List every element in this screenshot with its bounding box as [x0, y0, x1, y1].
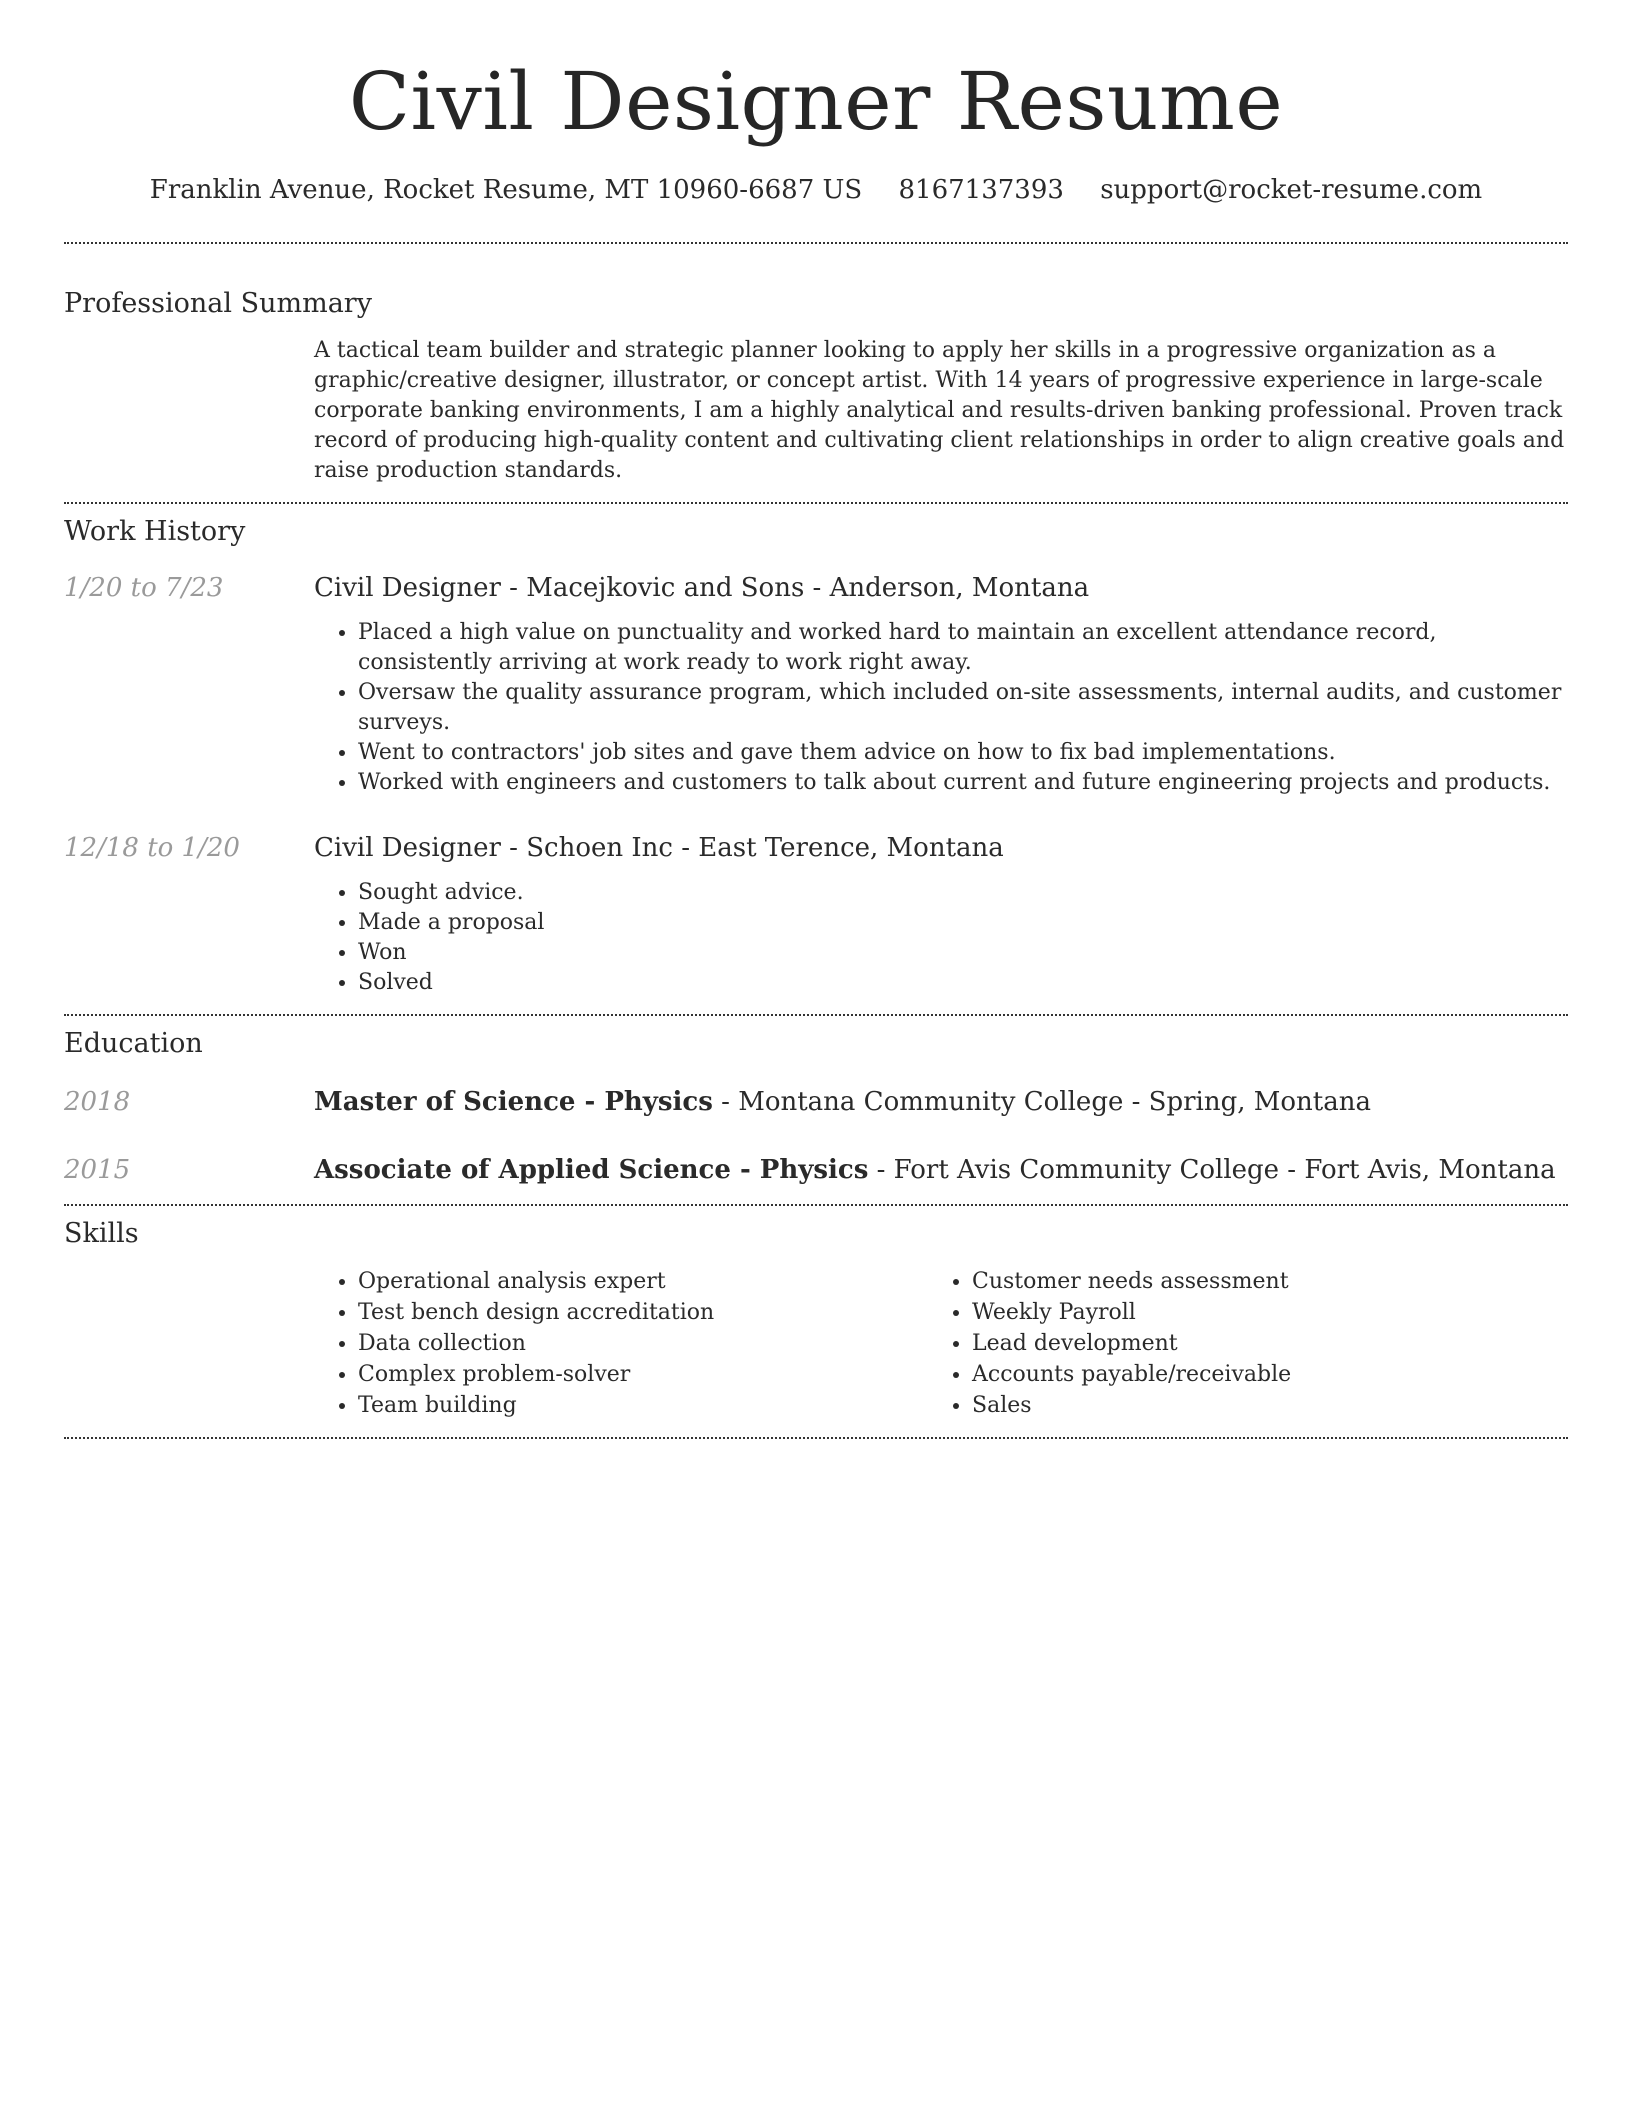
job-entry [64, 830, 1568, 998]
summary-content [314, 336, 1568, 486]
summary-text: A tactical team builder and strategic planner looking to apply her skills in a progressive organization as a graphic/creative designer, illustrator, or concept artist. With 14 years of progressive experience in large-scale corporate banking environments, I am a highly analytical and results-driven banking professional. Proven track record of producing high-quality content and cultivating client relationships in order to align creative goals and raise production standards. [314, 338, 1565, 483]
list-item: • Test bench design accreditation [358, 1297, 928, 1328]
skills-list-left [314, 1266, 928, 1421]
job-bullets [314, 878, 1568, 998]
job-company: - Schoen Inc - East Terence, Montana [500, 833, 1004, 863]
resume-title: Civil Designer Resume [348, 55, 1284, 148]
list-item: • Oversaw the quality assurance program, which included on-site assessments, internal audits, and customer surveys. [358, 678, 1568, 738]
education-school: - Fort Avis Community College - Fort Avis, Montana [868, 1155, 1556, 1185]
list-item: • Complex problem-solver [358, 1359, 928, 1390]
education-section [64, 1026, 1568, 1188]
list-item: • Sought advice. [358, 878, 1568, 908]
summary-section [64, 286, 1568, 486]
contact-phone: 8167137393 [898, 175, 1064, 205]
work-heading: Work History [64, 516, 246, 547]
work-section [64, 514, 1568, 998]
job-dates: 1/20 to 7/23 [64, 573, 224, 603]
divider [64, 242, 1568, 244]
contact-line [64, 172, 1568, 208]
job-heading [314, 570, 1568, 606]
list-item: • Won [358, 938, 1568, 968]
skills-section [64, 1216, 1568, 1421]
contact-address: Franklin Avenue, Rocket Resume, MT 10960-6687 US [149, 175, 863, 205]
skills-grid [314, 1266, 1568, 1421]
list-item: • Weekly Payroll [972, 1297, 1542, 1328]
education-year: 2015 [64, 1155, 131, 1185]
education-entry [64, 1084, 1568, 1120]
divider [64, 1437, 1568, 1439]
education-school: - Montana Community College - Spring, Montana [712, 1087, 1371, 1117]
education-year: 2018 [64, 1087, 131, 1117]
list-item: • Lead development [972, 1328, 1542, 1359]
job-content [314, 570, 1568, 798]
list-item: • Team building [358, 1390, 928, 1421]
job-title: Civil Designer [314, 833, 501, 863]
list-item: • Went to contractors' job sites and gave them advice on how to fix bad implementations. [358, 738, 1568, 768]
job-title: Civil Designer [314, 573, 501, 603]
education-degree: Master of Science - Physics [314, 1087, 713, 1117]
education-heading: Education [64, 1028, 203, 1059]
divider [64, 502, 1568, 504]
job-content [314, 830, 1568, 998]
list-item: • Placed a high value on punctuality and worked hard to maintain an excellent attendance record, consistently arriving at work ready to work right away. [358, 618, 1568, 678]
education-content [314, 1084, 1568, 1120]
list-item: • Solved [358, 968, 1568, 998]
list-item: • Worked with engineers and customers to talk about current and future engineering projects and products. [358, 768, 1568, 798]
list-item: • Data collection [358, 1328, 928, 1359]
education-entry [64, 1152, 1568, 1188]
divider [64, 1014, 1568, 1016]
job-dates: 12/18 to 1/20 [64, 833, 240, 863]
summary-row [64, 336, 1568, 486]
resume-page [64, 0, 1568, 1439]
list-item: • Made a proposal [358, 908, 1568, 938]
contact-email: support@rocket-resume.com [1100, 175, 1483, 205]
summary-heading: Professional Summary [64, 288, 372, 319]
skills-list-right [928, 1266, 1542, 1421]
education-degree: Associate of Applied Science - Physics [314, 1155, 869, 1185]
list-item: • Operational analysis expert [358, 1266, 928, 1297]
divider [64, 1204, 1568, 1206]
skills-heading: Skills [64, 1218, 139, 1249]
education-content [314, 1152, 1568, 1188]
list-item: • Accounts payable/receivable [972, 1359, 1542, 1390]
job-heading [314, 830, 1568, 866]
list-item: • Sales [972, 1390, 1542, 1421]
skills-row [64, 1266, 1568, 1421]
job-entry [64, 570, 1568, 798]
job-company: - Macejkovic and Sons - Anderson, Montana [500, 573, 1090, 603]
list-item: • Customer needs assessment [972, 1266, 1542, 1297]
job-bullets [314, 618, 1568, 798]
